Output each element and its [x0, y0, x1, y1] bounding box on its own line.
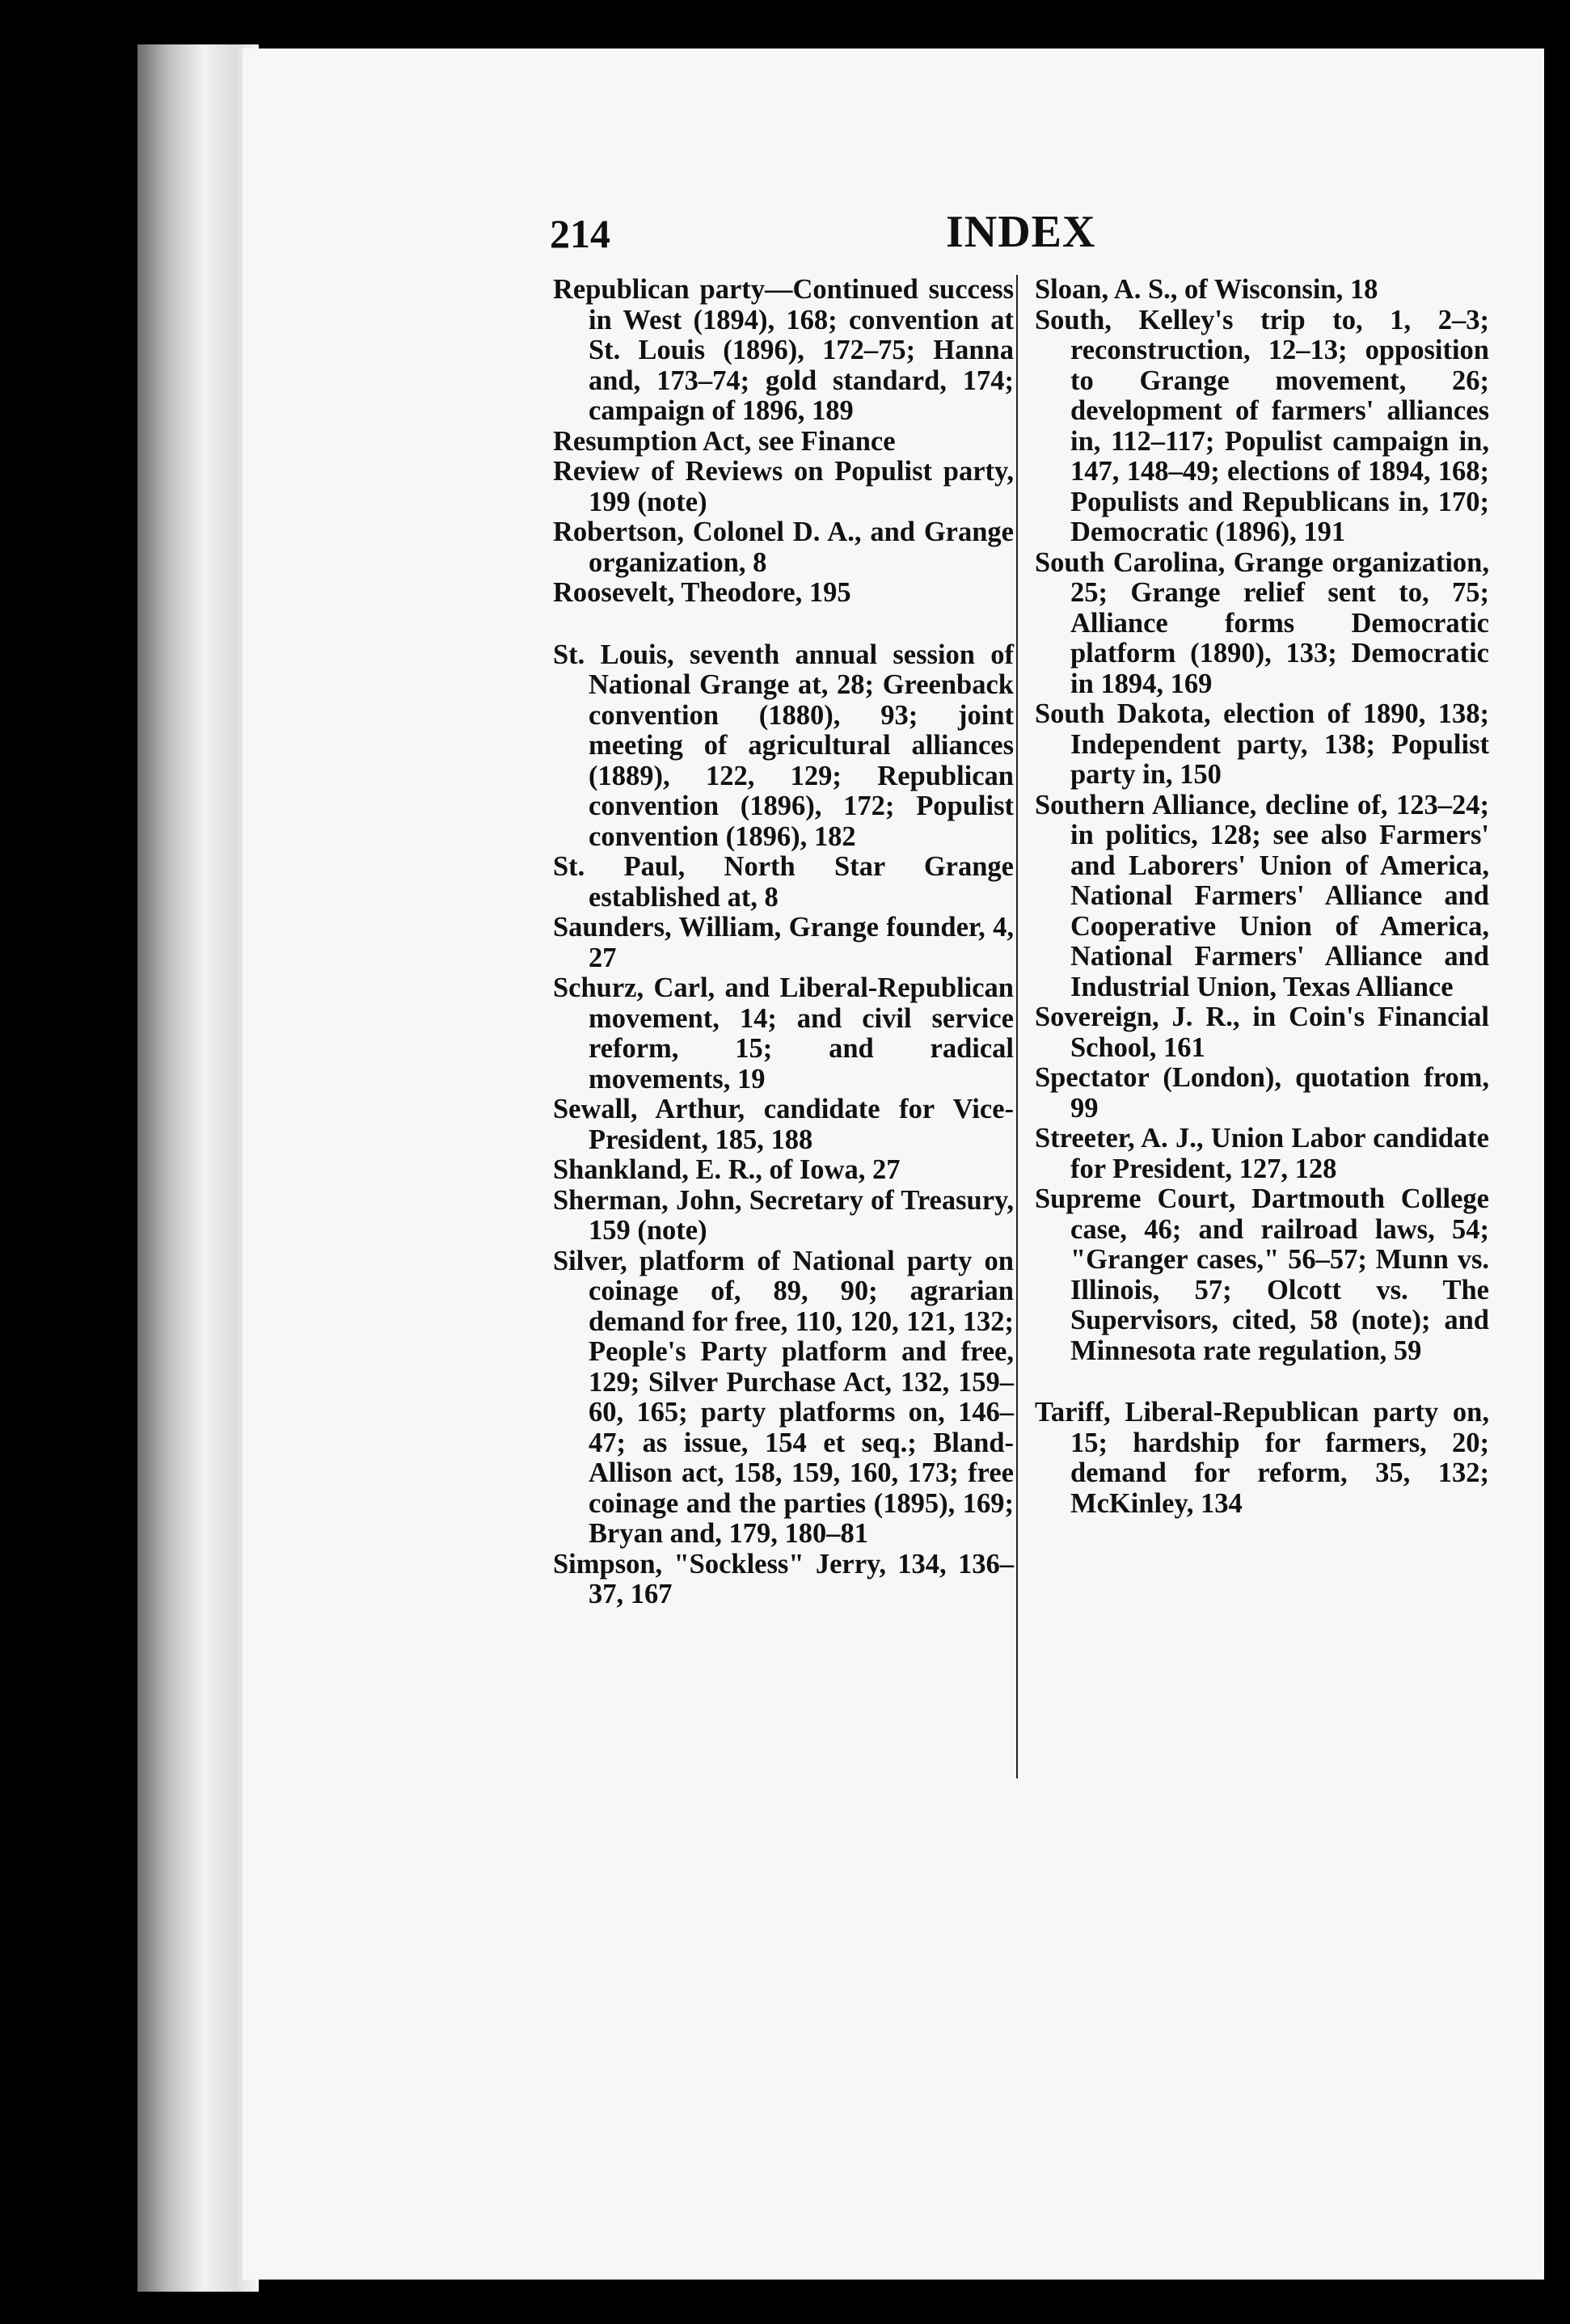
- index-entry: Streeter, A. J., Union Labor candidate for President, 127, 128: [1035, 1123, 1489, 1184]
- index-entry: Roosevelt, Theodore, 195: [553, 577, 851, 608]
- index-entry: South, Kelley's trip to, 1, 2–3; reconstruction, 12–13; opposition to Grange movement, 26; development of farmers' alliances in, 112–117; Populist campaign in, 147, 148–49; elections of 1894, 168; Populists and Republicans in, 170; Democratic (1896), 191: [1035, 304, 1489, 547]
- index-entry: Sloan, A. S., of Wisconsin, 18: [1035, 274, 1378, 305]
- index-entry: Spectator (London), quotation from, 99: [1035, 1062, 1489, 1124]
- column-divider: [1016, 275, 1018, 1778]
- index-entry: Resumption Act, see Finance: [553, 425, 896, 457]
- index-entry: St. Louis, seventh annual session of National Grange at, 28; Greenback convention (1880), 93; joint meeting of agricultural alliances (1889), 122, 129; Republican convention (1896), 172; Populist convention (1896), 182: [553, 639, 1014, 852]
- index-entry: South Dakota, election of 1890, 138; Independent party, 138; Populist party in, 150: [1035, 698, 1489, 790]
- index-entry: Saunders, William, Grange founder, 4, 27: [553, 912, 1014, 973]
- page-number: 214: [550, 211, 610, 256]
- running-head-title: INDEX: [946, 207, 1096, 257]
- index-column-right: [1035, 275, 1489, 1519]
- index-entry: Simpson, "Sockless" Jerry, 134, 136–37, 167: [553, 1548, 1014, 1609]
- page-header: [550, 162, 1520, 267]
- index-entry: Schurz, Carl, and Liberal-Republican movement, 14; and civil service reform, 15; and radical movements, 19: [553, 972, 1014, 1095]
- index-entry: Sewall, Arthur, candidate for Vice-President, 185, 188: [553, 1094, 1014, 1155]
- letter-group-gap: [1035, 1366, 1489, 1398]
- index-entry: Supreme Court, Dartmouth College case, 46; and railroad laws, 54; "Granger cases," 56–57; Munn vs. Illinois, 57; Olcott vs. The Supervisors, cited, 58 (note); and Minnesota rate regulation, 59: [1035, 1183, 1489, 1366]
- index-entry: Review of Reviews on Populist party, 199 (note): [553, 456, 1014, 517]
- index-entry: Sovereign, J. R., in Coin's Financial School, 161: [1035, 1002, 1489, 1063]
- letter-group-gap: [553, 609, 1014, 640]
- index-entry: Robertson, Colonel D. A., and Grange organization, 8: [553, 517, 1014, 578]
- index-entry: Republican party—Continued success in West (1894), 168; convention at St. Louis (1896), 172–75; Hanna and, 173–74; gold standard, 174; campaign of 1896, 189: [553, 274, 1014, 426]
- index-entry: Southern Alliance, decline of, 123–24; in politics, 128; see also Farmers' and Laborers' Union of America, National Farmers' Alliance and Cooperative Union of America, National Farmers' Alliance and Industrial Union, Texas Alliance: [1035, 789, 1489, 1002]
- index-entry: Tariff, Liberal-Republican party on, 15; hardship for farmers, 20; demand for reform, 35, 132; McKinley, 134: [1035, 1397, 1489, 1519]
- index-column-left: [553, 275, 1014, 1610]
- index-entry: St. Paul, North Star Grange established at, 8: [553, 851, 1014, 913]
- index-entry: South Carolina, Grange organization, 25; Grange relief sent to, 75; Alliance forms Democratic platform (1890), 133; Democratic in 1894, 169: [1035, 546, 1489, 699]
- book-spine-edge: [137, 44, 259, 2292]
- index-entry: Shankland, E. R., of Iowa, 27: [553, 1154, 901, 1185]
- index-entry: Sherman, John, Secretary of Treasury, 159 (note): [553, 1184, 1014, 1246]
- index-entry: Silver, platform of National party on coinage of, 89, 90; agrarian demand for free, 110, 120, 121, 132; People's Party platform and free, 129; Silver Purchase Act, 132, 159–60, 165; party platforms on, 146–47; as issue, 154 et seq.; Bland-Allison act, 158, 159, 160, 173; free coinage and the parties (1895), 169; Bryan and, 179, 180–81: [553, 1245, 1014, 1549]
